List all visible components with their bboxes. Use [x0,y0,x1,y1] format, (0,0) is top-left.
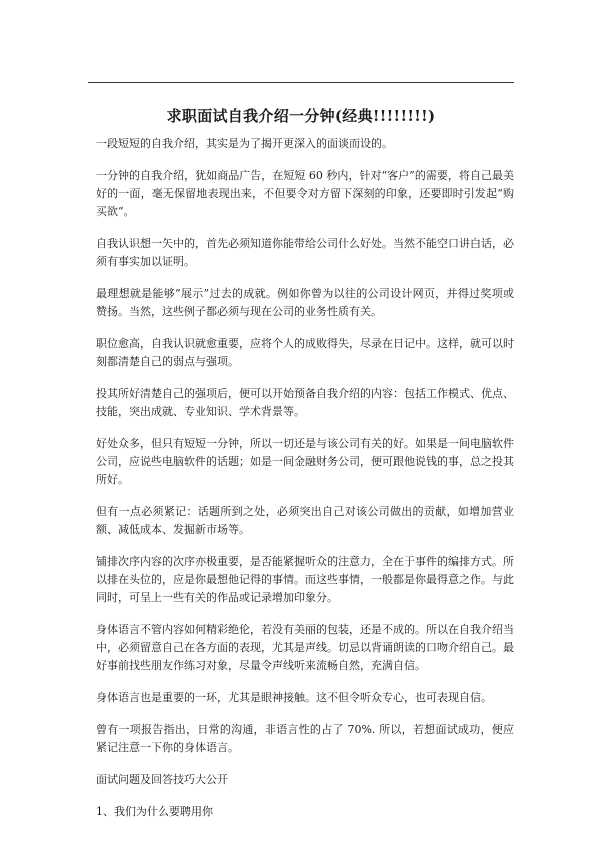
paragraph: 好处众多，但只有短短一分钟，所以一切还是与该公司有关的好。如果是一间电脑软件公司，应说些电脑软件的话题；如是一间金融财务公司，便可跟他说钱的事，总之投其所好。 [96,437,514,486]
paragraph: 职位愈高，自我认识就愈重要，应将个人的成败得失，尽录在日记中。这样，就可以时刻都清楚自己的弱点与强项。 [96,337,514,368]
paragraph: 一分钟的自我介绍，犹如商品广告，在短短 60 秒内，针对“客户”的需要，将自己最美好的一面，毫无保留地表现出来，不但要令对方留下深刻的印象，还要即时引发起“购买欲”。 [96,169,514,218]
paragraph: 自我认识想一矢中的，首先必须知道你能带给公司什么好处。当然不能空口讲白话，必须有事实加以证明。 [96,237,514,268]
paragraph: 但有一点必须紧记：话题所到之处，必须突出自己对该公司做出的贡献，如增加营业额、减低成本、发掘新市场等。 [96,505,514,536]
header-rule [88,82,514,83]
paragraph: 曾有一项报告指出，日常的沟通，非语言性的占了 70%. 所以，若想面试成功，便应紧记注意一下你的身体语言。 [96,723,514,754]
question-item: 1、我们为什么要聘用你 [96,805,213,818]
section-heading: 面试问题及回答技巧大公开 [96,773,228,786]
document-body [88,135,514,835]
paragraph: 铺排次序内容的次序亦极重要，是否能紧握听众的注意力，全在于事件的编排方式。所以排在头位的，应是你最想他记得的事情。而这些事情，一般都是你最得意之作。与此同时，可呈上一些有关的作品或记录增加印象分。 [96,555,514,604]
paragraph: 投其所好清楚自己的强项后，便可以开始预备自我介绍的内容：包括工作模式、优点、技能，突出成就、专业知识、学术背景等。 [96,387,514,418]
paragraph: 最理想就是能够“展示”过去的成就。例如你曾为以往的公司设计网页，并得过奖项或赞扬。当然，这些例子都必须与现在公司的业务性质有关。 [96,287,514,318]
paragraph: 一段短短的自我介绍，其实是为了揭开更深入的面谈而设的。 [96,137,393,150]
paragraph: 身体语言不管内容如何精彩绝伦，若没有美丽的包装，还是不成的。所以在自我介绍当中，必须留意自己在各方面的表现，尤其是声线。切忌以背诵朗读的口吻介绍自己。最好事前找些朋友作练习对象，尽量令声线听来流畅自然，充满自信。 [96,623,514,672]
paragraph: 身体语言也是重要的一环，尤其是眼神接触。这不但令听众专心，也可表现自信。 [96,691,492,704]
page-title: 求职面试自我介绍一分钟(经典!!!!!!!!) [166,107,436,125]
